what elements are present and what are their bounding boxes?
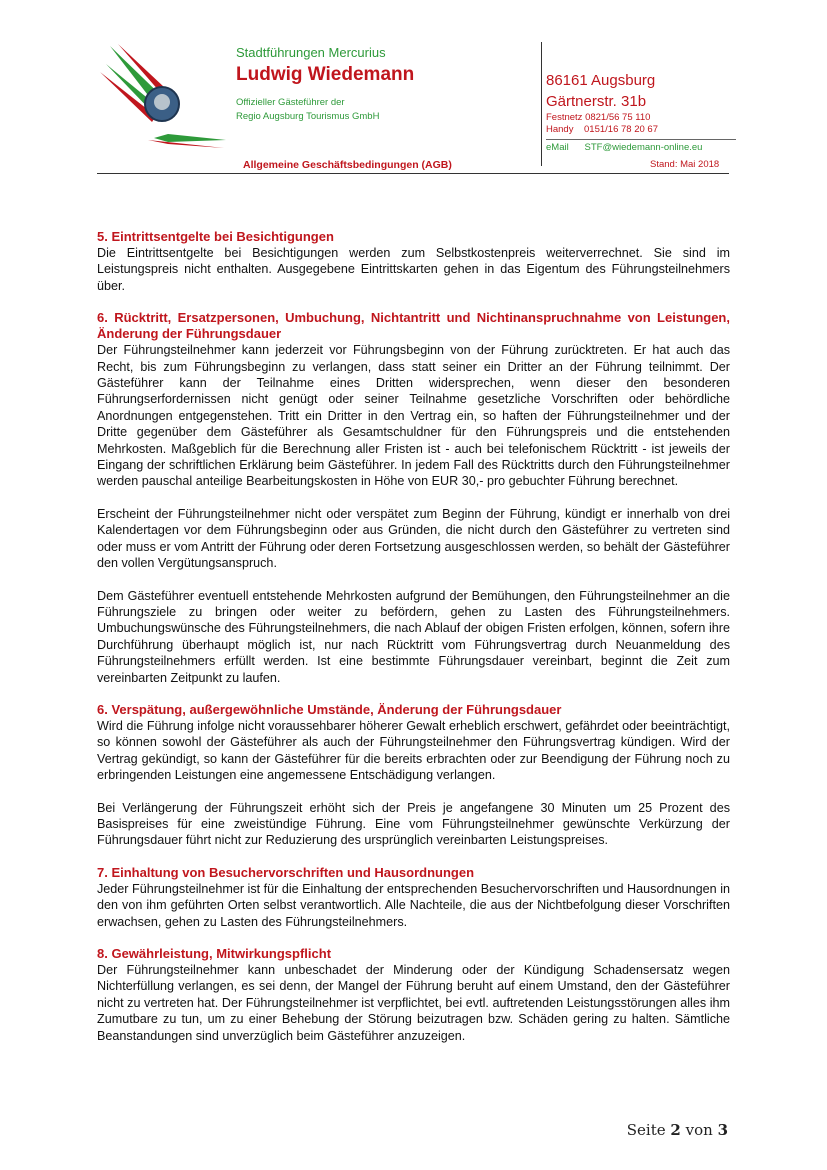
section-heading: 6. Rücktritt, Ersatzpersonen, Umbuchung, Nichtantritt und Nichtinanspruchnahme von Leistungen, Änderung der Führungsdauer bbox=[97, 310, 730, 342]
section-heading: 8. Gewährleistung, Mitwirkungspflicht bbox=[97, 946, 332, 961]
section-6-verspaetung bbox=[97, 702, 730, 849]
company-logo bbox=[96, 42, 226, 152]
document-title: Allgemeine Geschäftsbedingungen (AGB) bbox=[243, 159, 452, 171]
page-total: 3 bbox=[717, 1121, 728, 1139]
section-heading: 6. Verspätung, außergewöhnliche Umstände, Änderung der Führungsdauer bbox=[97, 701, 562, 717]
company-name: Ludwig Wiedemann bbox=[236, 64, 415, 85]
company-small-title: Stadtführungen Mercurius bbox=[236, 45, 386, 60]
section-paragraph: Der Führungsteilnehmer kann jederzeit vor Führungsbeginn von der Führung zurücktreten. Er hat auch das Recht, bis zum Führungsbeginn zu verlangen, dass statt seiner ein Dritter an der Führung teilnimmt. Der Gästeführer kann der Teilnahme eines Dritten widersprechen, wenn dieser den besonderen Führungserfordernissen nicht genügt oder seiner Teilnahme gesetzliche Vorschriften oder behördliche Anordnungen entgegenstehen. Tritt ein Dritter in den Vertrag ein, so haften der Führungsteilnehmer und der Dritte gegenüber dem Gästeführer als Gesamtschuldner für den Führungspreis und die entstehenden Mehrkosten. Maßgeblich für die Berechnung aller Fristen ist - auch bei telefonischem Rücktritt - ist jeweils der Eingang der schriftlichen Erklärung beim Gästeführer. In jedem Fall des Rücktritts durch den Führungsteilnehmer werden pauschal anteilige Bearbeitungskosten in Höhe von EUR 30,- pro gebuchter Führung berechnet. bbox=[97, 343, 730, 489]
contact-phone-mobile: Handy 0151/16 78 20 67 bbox=[546, 124, 658, 135]
page-prefix: Seite bbox=[626, 1121, 666, 1139]
section-paragraph: Die Eintrittsentgelte bei Besichtigungen werden zum Selbstkostenpreis weiterverrechnet. Sie sind im Leistungspreis nicht enthalten. Ausgegebene Eintrittskarten gehen in das Eigentum des Führungsteilnehmers über. bbox=[97, 246, 730, 293]
section-paragraph: Jeder Führungsteilnehmer ist für die Einhaltung der entsprechenden Besuchervorschriften und Hausordnungen in den von ihm geführten Orten selbst verantwortlich. Alle Nachteile, die aus der Nichtbefolgung dieser Vorschriften erwachsen, gehen zu Lasten des Führungsteilnehmers. bbox=[97, 881, 730, 929]
contact-block bbox=[546, 70, 736, 154]
section-5 bbox=[97, 229, 730, 294]
contact-street: Gärtnerstr. 31b bbox=[546, 93, 647, 110]
section-heading: 5. Eintrittsentgelte bei Besichtigungen bbox=[97, 229, 334, 244]
company-subtitle-line2: Regio Augsburg Tourismus GmbH bbox=[236, 111, 380, 122]
company-subtitle-line1: Offizieller Gästeführer der bbox=[236, 97, 345, 108]
page-number bbox=[627, 1121, 728, 1139]
document-date: Stand: Mai 2018 bbox=[650, 159, 720, 170]
section-8 bbox=[97, 946, 730, 1044]
document-body bbox=[97, 229, 730, 1060]
section-paragraph: Wird die Führung infolge nicht voraussehbarer höherer Gewalt erheblich erschwert, gefährdet oder beeinträchtigt, so können sowohl der Gästeführer als auch der Führungsteilnehmer den Führungsvertrag kündigen. Wird der Vertrag gekündigt, so kann der Gästeführer für die bereits erbrachten oder zur Beendigung der Führung noch zu erbringenden Leistungen eine angemessene Entschädigung verlangen. bbox=[97, 718, 730, 783]
section-paragraph: Bei Verlängerung der Führungszeit erhöht sich der Preis je angefangene 30 Minuten um 25 Prozent des Basispreises für eine zweistündige Führung. Eine vom Führungsteilnehmer gewünschte Verkürzung der Führungsdauer führt nicht zur Reduzierung des ursprünglich vereinbarten Leistungspreises. bbox=[97, 800, 730, 848]
page-separator: von bbox=[685, 1121, 713, 1139]
company-block bbox=[236, 44, 536, 124]
section-paragraph: Dem Gästeführer eventuell entstehende Mehrkosten aufgrund der Bemühungen, den Führungsteilnehmer an die Führungsziele zu bringen oder weiter zu befördern, gehen zu Lasten des Führungsteilnehmers. Umbuchungswünsche des Führungsteilnehmers, die nach Ablauf der obigen Fristen erfolgen, können, sofern ihre Durchführung überhaupt möglich ist, nur nach Rücktritt vom Führungsvertrag durch Neuanmeldung des Führungsteilnehmers erfüllt werden. Ist eine bestimmte Führungsdauer vereinbart, beginnt die Zeit zum vereinbarten Zeitpunkt zu laufen. bbox=[97, 588, 730, 685]
contact-phone-fixed: Festnetz 0821/56 75 110 bbox=[546, 112, 651, 123]
section-heading: 7. Einhaltung von Besuchervorschriften und Hausordnungen bbox=[97, 864, 475, 880]
contact-city: 86161 Augsburg bbox=[546, 72, 656, 89]
header-vertical-divider bbox=[541, 42, 542, 166]
header-horizontal-divider bbox=[97, 173, 729, 174]
section-6-ruecktritt bbox=[97, 310, 730, 686]
section-7 bbox=[97, 865, 730, 930]
contact-email: eMail STF@wiedemann-online.eu bbox=[546, 139, 736, 154]
section-paragraph: Erscheint der Führungsteilnehmer nicht oder verspätet zum Beginn der Führung, kündigt er innerhalb von drei Kalendertagen vor dem Führungsbeginn oder aus Gründen, die nicht durch den Gästeführer zu vertreten sind oder muss er vom Antritt der Führung oder deren Fortsetzung ausgeschlossen werden, so behält der Gästeführer den vollen Vergütungsanspruch. bbox=[97, 506, 730, 571]
section-paragraph: Der Führungsteilnehmer kann unbeschadet der Minderung oder der Kündigung Schadensersatz wegen Nichterfüllung verlangen, es sei denn, der Mangel der Führung beruht auf einem Umstand, den der Gästeführer nicht zu vertreten hat. Der Führungsteilnehmer ist verpflichtet, bei evtl. auftretenden Leistungsstörungen alles ihm Zumutbare zu tun, um zu einer Behebung der Störung beizutragen bzw. Schäden gering zu halten. Sämtliche Beanstandungen sind unverzüglich beim Gästeführer anzuzeigen. bbox=[97, 963, 730, 1043]
page-current: 2 bbox=[670, 1121, 681, 1139]
